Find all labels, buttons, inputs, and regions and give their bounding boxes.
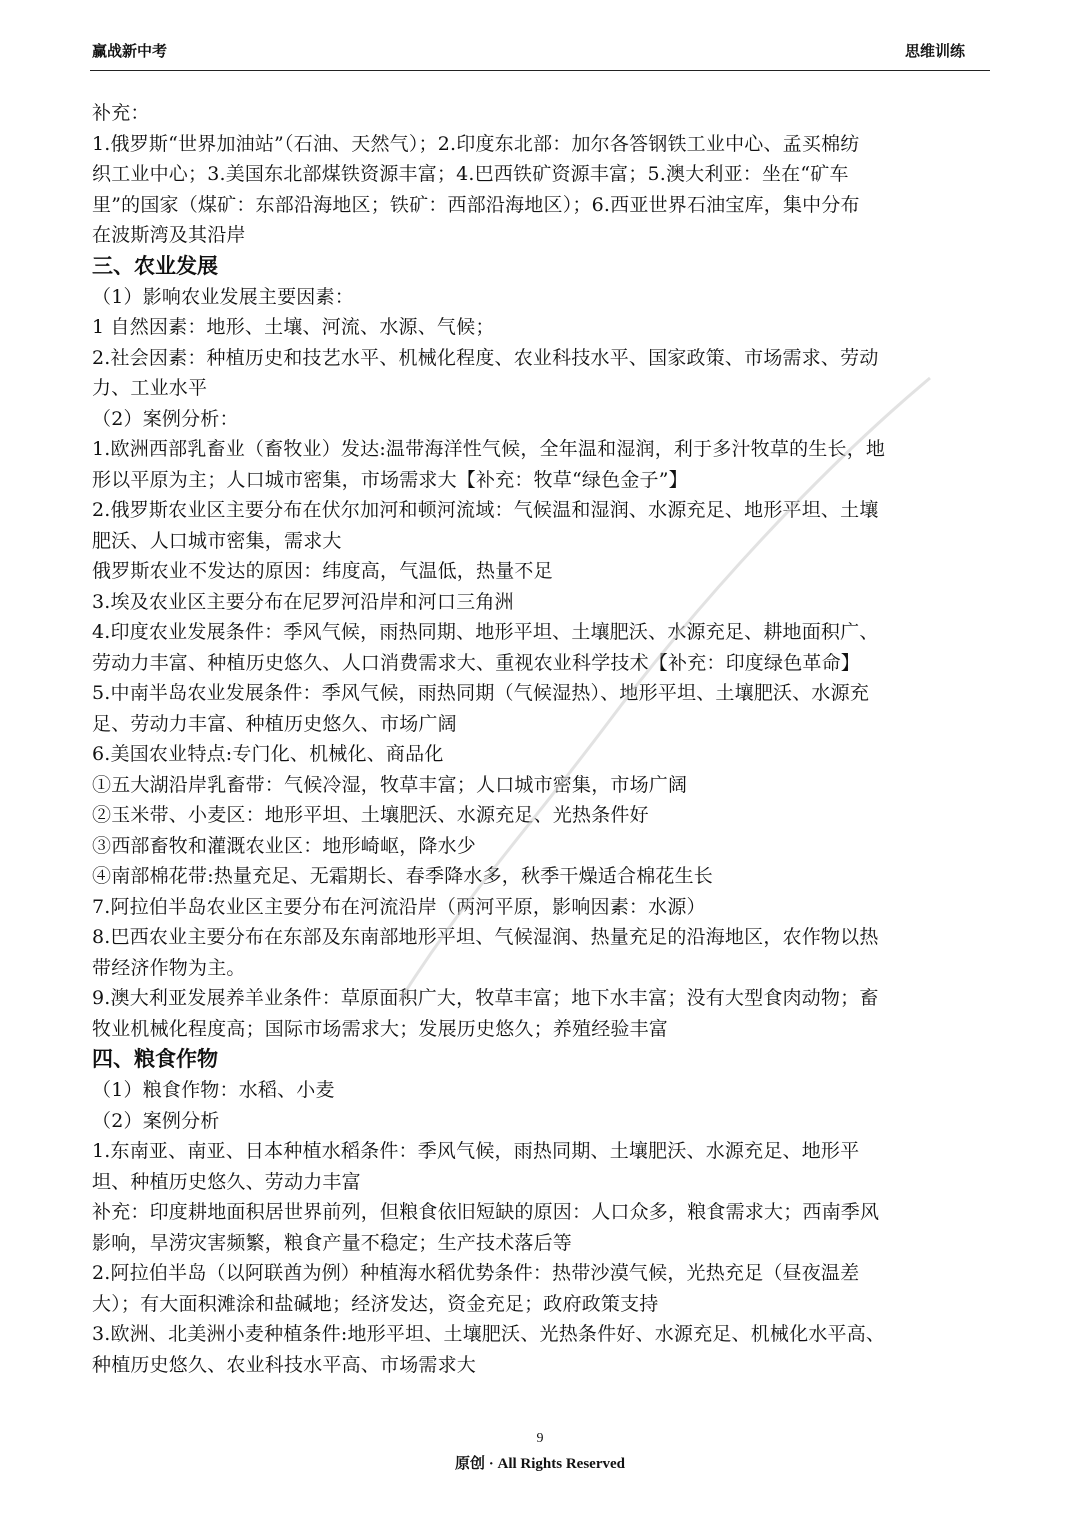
- text-line: 5.中南半岛农业发展条件：季风气候，雨热同期（气候湿热）、地形平坦、土壤肥沃、水源充: [92, 682, 870, 704]
- header-divider: [90, 70, 990, 71]
- text-line: 足、劳动力丰富、种植历史悠久、市场广阔: [92, 712, 457, 735]
- text-line: 1 自然因素：地形、土壤、河流、水源、气候；: [92, 316, 495, 338]
- text-line: （1）粮食作物：水稻、小麦: [92, 1079, 335, 1101]
- document-body: [92, 98, 992, 1380]
- text-line: 里”的国家（煤矿：东部沿海地区；铁矿：西部沿海地区）；6.西亚世界石油宝库，集中分布: [92, 193, 860, 216]
- text-line: 1.欧洲西部乳畜业（畜牧业）发达:温带海洋性气候，全年温和湿润，利于多汁牧草的生长，地: [92, 438, 886, 460]
- text-line: 力、工业水平: [92, 377, 208, 399]
- text-line: 4.印度农业发展条件：季风气候，雨热同期、地形平坦、土壤肥沃、水源充足、耕地面积广、: [92, 621, 879, 643]
- section-heading: 三、农业发展: [92, 253, 218, 278]
- text-line: 坦、种植历史悠久、劳动力丰富: [92, 1170, 361, 1193]
- text-line: 影响，旱涝灾害频繁，粮食产量不稳定；生产技术落后等: [92, 1231, 573, 1254]
- text-line: ①五大湖沿岸乳畜带：气候冷湿，牧草丰富；人口城市密集，市场广阔: [92, 773, 688, 796]
- text-line: 织工业中心；3.美国东北部煤铁资源丰富；4.巴西铁矿资源丰富；5.澳大利亚：坐在“矿车: [92, 163, 849, 185]
- text-line: 牧业机械化程度高；国际市场需求大；发展历史悠久；养殖经验丰富: [92, 1017, 669, 1040]
- text-line: 大）；有大面积滩涂和盐碱地；经济发达，资金充足；政府政策支持: [92, 1292, 659, 1315]
- text-line: 3.埃及农业区主要分布在尼罗河沿岸和河口三角洲: [92, 590, 514, 613]
- text-line: 在波斯湾及其沿岸: [92, 224, 246, 246]
- text-line: 8.巴西农业主要分布在东部及东南部地形平坦、气候湿润、热量充足的沿海地区，农作物以热: [92, 926, 879, 948]
- header-left-title: 赢战新中考: [92, 42, 168, 60]
- section-heading: 四、粮食作物: [92, 1047, 218, 1071]
- page-number: 9: [536, 1431, 544, 1446]
- text-line: 1.俄罗斯“世界加油站”（石油、天然气）；2.印度东北部：加尔各答钢铁工业中心、孟买棉纺: [92, 132, 860, 155]
- footer-copyright: 原创 · All Rights Reserved: [455, 1456, 625, 1472]
- text-line: ③西部畜牧和灌溉农业区：地形崎岖，降水少: [92, 834, 477, 857]
- text-line: ④南部棉花带:热量充足、无霜期长、春季降水多，秋季干燥适合棉花生长: [92, 865, 714, 887]
- text-line: 2.俄罗斯农业区主要分布在伏尔加河和顿河流域：气候温和湿润、水源充足、地形平坦、土壤: [92, 499, 879, 521]
- text-line: 补充：印度耕地面积居世界前列，但粮食依旧短缺的原因：人口众多，粮食需求大；西南季风: [92, 1201, 880, 1223]
- text-line: 2.阿拉伯半岛（以阿联酋为例）种植海水稻优势条件：热带沙漠气候，光热充足（昼夜温差: [92, 1262, 860, 1284]
- text-line: 带经济作物为主。: [92, 956, 246, 979]
- text-line: 7.阿拉伯半岛农业区主要分布在河流沿岸（两河平原，影响因素：水源）: [92, 895, 706, 918]
- text-line: 2.社会因素：种植历史和技艺水平、机械化程度、农业科技水平、国家政策、市场需求、劳动: [92, 346, 879, 369]
- text-line: 1.东南亚、南亚、日本种植水稻条件：季风气候，雨热同期、土壤肥沃、水源充足、地形平: [92, 1140, 860, 1162]
- text-line: （2）案例分析: [92, 1109, 220, 1132]
- header-right-title: 思维训练: [905, 42, 966, 60]
- text-line: 3.欧洲、北美洲小麦种植条件:地形平坦、土壤肥沃、光热条件好、水源充足、机械化水平高、: [92, 1323, 886, 1345]
- text-line: 肥沃、人口城市密集，需求大: [92, 529, 342, 552]
- text-line: 俄罗斯农业不发达的原因：纬度高，气温低，热量不足: [92, 560, 553, 582]
- text-line: 9.澳大利亚发展养羊业条件：草原面积广大，牧草丰富；地下水丰富；没有大型食肉动物；畜: [92, 987, 879, 1009]
- text-line: 种植历史悠久、农业科技水平高、市场需求大: [92, 1353, 477, 1376]
- text-line: 补充：: [92, 102, 150, 124]
- text-line: （1）影响农业发展主要因素：: [92, 285, 354, 308]
- text-line: 劳动力丰富、种植历史悠久、人口消费需求大、重视农业科学技术【补充：印度绿色革命】: [92, 651, 861, 674]
- text-line: 6.美国农业特点:专门化、机械化、商品化: [92, 743, 444, 765]
- text-line: （2）案例分析：: [92, 407, 239, 430]
- text-line: ②玉米带、小麦区：地形平坦、土壤肥沃、水源充足、光热条件好: [92, 804, 649, 826]
- text-line: 形以平原为主；人口城市密集，市场需求大【补充：牧草“绿色金子”】: [92, 468, 688, 491]
